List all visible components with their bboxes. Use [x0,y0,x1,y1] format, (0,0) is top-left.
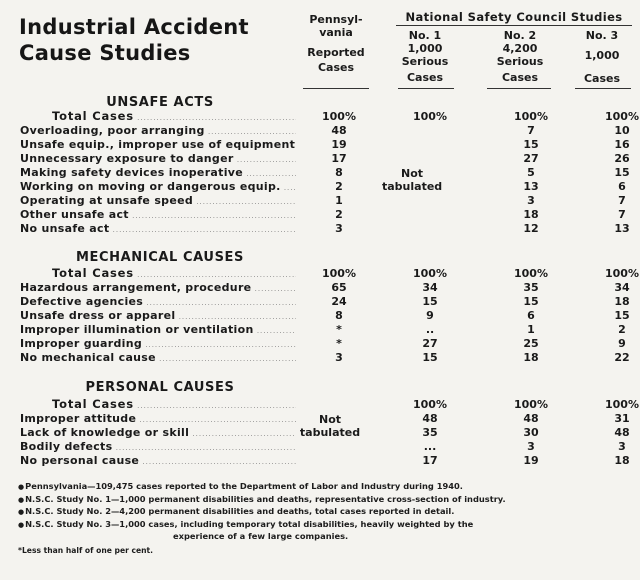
table-row [20,337,640,350]
header-line: Serious [401,55,449,68]
header-line: Serious [496,55,544,68]
row-label: Unsafe dress or apparel ..... [20,309,296,324]
cell-nsc1: 9 [426,309,434,322]
table-row [20,309,640,322]
header-line: No. 1 [408,29,442,42]
header-underline [575,88,631,89]
cell-nsc2: 6 [527,309,535,322]
cell-pennsylvania: 8 [335,309,343,322]
note-text: Pennsylvania—109,475 cases reported to the Department of Labor and Industry during 1940. [25,481,463,491]
bullet-icon: ● [18,520,25,529]
cell-nsc3: 22 [614,351,630,364]
column-header-pennsylvania [301,13,371,74]
cell-nsc2: 48 [523,412,539,425]
cell-nsc1: 100% [413,398,447,411]
cell-nsc2: 27 [523,152,539,165]
cell-nsc2: 15 [523,295,539,308]
header-line: Cases [501,71,539,84]
nsc-group-title: National Safety Council Studies [396,10,632,26]
note-text: N.S.C. Study No. 1—1,000 permanent disabilities and deaths, representative cross-section of industry. [25,493,506,504]
cell-pennsylvania: 2 [335,208,343,221]
table-row [20,281,640,294]
cell-nsc1: 100% [413,267,447,280]
cell-nsc1: 100% [413,110,447,123]
cell-nsc3: 15 [614,166,630,179]
column-header-nsc3 [572,29,632,85]
header-line: 4,200 [502,42,538,55]
cell-pennsylvania: 8 [335,166,343,179]
table-row-total [20,267,640,280]
bullet-icon: ● [18,508,25,516]
row-label: Lack of knowledge or skill ..... [20,426,296,441]
cell-nsc2: 25 [523,337,539,350]
cell-nsc3: 7 [618,208,626,221]
header-line: Cases [317,61,355,74]
cell-nsc2: 3 [527,194,535,207]
page-title [19,14,249,66]
cell-nsc2: 35 [523,281,539,294]
header-line: No. 3 [585,29,619,42]
cell-nsc1: 17 [422,454,438,467]
row-label: Total Cases ..... [52,267,296,282]
section-title-mechanical-causes: MECHANICAL CAUSES [76,250,244,265]
cell-nsc1: 35 [422,426,438,439]
row-label: No unsafe act ..... [20,222,296,237]
cell-pennsylvania: 24 [331,295,347,308]
row-label: Making safety devices inoperative ..... [20,166,296,181]
row-label: Overloading, poor arranging ..... [20,124,296,139]
cell-nsc1: 27 [422,337,438,350]
cell-nsc2: 7 [527,124,535,137]
cell-nsc3: 10 [614,124,630,137]
table-row [20,351,640,364]
cell-pennsylvania: * [336,337,342,350]
row-label: Hazardous arrangement, procedure ..... [20,281,296,296]
row-label: Total Cases ..... [52,110,296,125]
cell-nsc3: 7 [618,194,626,207]
cell-nsc3: 3 [618,440,626,453]
bullet-icon: ● [18,495,25,504]
cell-nsc2: 1 [527,323,535,336]
header-underline [487,88,551,89]
table-row [20,295,640,308]
table-row [20,222,640,235]
row-label: Operating at unsafe speed ..... [20,194,296,209]
header-line: Reported [307,46,365,59]
cell-pennsylvania: 100% [322,110,356,123]
row-label: No personal cause ..... [20,454,296,469]
cell-pennsylvania: 1 [335,194,343,207]
table-row [20,180,640,193]
cell-nsc2: 15 [523,138,539,151]
table-row [20,138,640,151]
cell-pennsylvania: 2 [335,180,343,193]
cell-nsc1: ... [423,440,437,453]
cell-nsc3: 16 [614,138,630,151]
cell-nsc2: 13 [523,180,539,193]
table-row [20,323,640,336]
row-label: No mechanical cause ..... [20,351,296,366]
cell-pennsylvania: 17 [331,152,347,165]
note-nsc2 [18,506,506,519]
section-title-personal-causes: PERSONAL CAUSES [85,380,235,395]
row-label: Improper attitude ..... [20,412,296,427]
cell-nsc1: .. [425,323,435,336]
note-text: N.S.C. Study No. 2—4,200 permanent disabilities and deaths, total cases reported in detail. [25,506,455,516]
row-label: Bodily defects ..... [20,440,296,455]
table-row [20,208,640,221]
table-row [20,440,640,453]
bullet-icon: ● [18,483,25,491]
cell-nsc3: 18 [614,454,630,467]
cell-pennsylvania: * [336,323,342,336]
table-row [20,152,640,165]
cell-nsc1: 15 [422,295,438,308]
header-line: Pennsyl- [309,13,363,26]
cell-nsc3: 100% [605,398,639,411]
cell-nsc3: 100% [605,267,639,280]
note-nsc3 [18,519,506,543]
cell-nsc3: 34 [614,281,630,294]
cell-nsc2: 18 [523,208,539,221]
cell-nsc2: 3 [527,440,535,453]
cell-nsc3: 18 [614,295,630,308]
row-label: Working on moving or dangerous equip. ..... [20,180,296,195]
not-tabulated-note-pennsylvania: Not tabulated [299,413,361,439]
footnote: *Less than half of one per cent. [18,545,154,555]
title-line-2: Cause Studies [19,41,191,65]
not-tabulated-note-nsc1: Not tabulated [382,167,443,193]
table-row [20,454,640,467]
cell-nsc3: 100% [605,110,639,123]
header-line: 1,000 [584,49,620,62]
row-label: Total Cases ..... [52,398,296,413]
table-row [20,124,640,137]
cell-pennsylvania: 100% [322,267,356,280]
cell-nsc2: 100% [514,267,548,280]
cell-nsc3: 31 [614,412,630,425]
cell-nsc3: 6 [618,180,626,193]
cell-nsc2: 5 [527,166,535,179]
row-label: Other unsafe act ..... [20,208,296,223]
header-line: No. 2 [503,29,537,42]
cell-nsc3: 2 [618,323,626,336]
row-label: Improper guarding ..... [20,337,296,352]
header-underline [398,88,454,89]
table-row-total [20,398,640,411]
header-line: Cases [406,71,444,84]
cell-pennsylvania: 3 [335,222,343,235]
notes [18,481,506,556]
cell-nsc2: 30 [523,426,539,439]
header-underline [303,88,369,89]
section-title-unsafe-acts: UNSAFE ACTS [106,95,214,110]
header-line: Cases [583,72,621,85]
cell-pennsylvania: 19 [331,138,347,151]
row-label: Unsafe equip., improper use of equipment ..... [20,138,296,153]
cell-nsc3: 13 [614,222,630,235]
cell-nsc3: 26 [614,152,630,165]
cell-nsc2: 19 [523,454,539,467]
cell-nsc3: 9 [618,337,626,350]
cell-nsc1: 15 [422,351,438,364]
cell-nsc2: 12 [523,222,539,235]
cell-nsc1: 34 [422,281,438,294]
cell-pennsylvania: 3 [335,351,343,364]
row-label: Defective agencies ..... [20,295,296,310]
table-row [20,194,640,207]
note-text-continued: experience of a few large companies. [173,531,349,541]
cell-nsc2: 100% [514,110,548,123]
cell-nsc2: 100% [514,398,548,411]
cell-nsc2: 18 [523,351,539,364]
cell-nsc1: 48 [422,412,438,425]
column-header-nsc2 [485,29,555,84]
column-header-nsc1 [390,29,460,84]
cell-pennsylvania: 48 [331,124,347,137]
header-line: vania [319,26,353,39]
row-label: Improper illumination or ventilation ..... [20,323,296,338]
cell-pennsylvania: 65 [331,281,347,294]
table-row-total [20,110,640,123]
note-text: N.S.C. Study No. 3—1,000 cases, including temporary total disabilities, heavily weighted by the [25,518,474,529]
note-pennsylvania [18,481,506,494]
cell-nsc3: 15 [614,309,630,322]
note-nsc1 [18,494,506,507]
header-line: 1,000 [407,42,443,55]
row-label: Unnecessary exposure to danger ..... [20,152,296,167]
title-line-1: Industrial Accident [19,15,249,39]
table-row [20,166,640,179]
cell-nsc3: 48 [614,426,630,439]
